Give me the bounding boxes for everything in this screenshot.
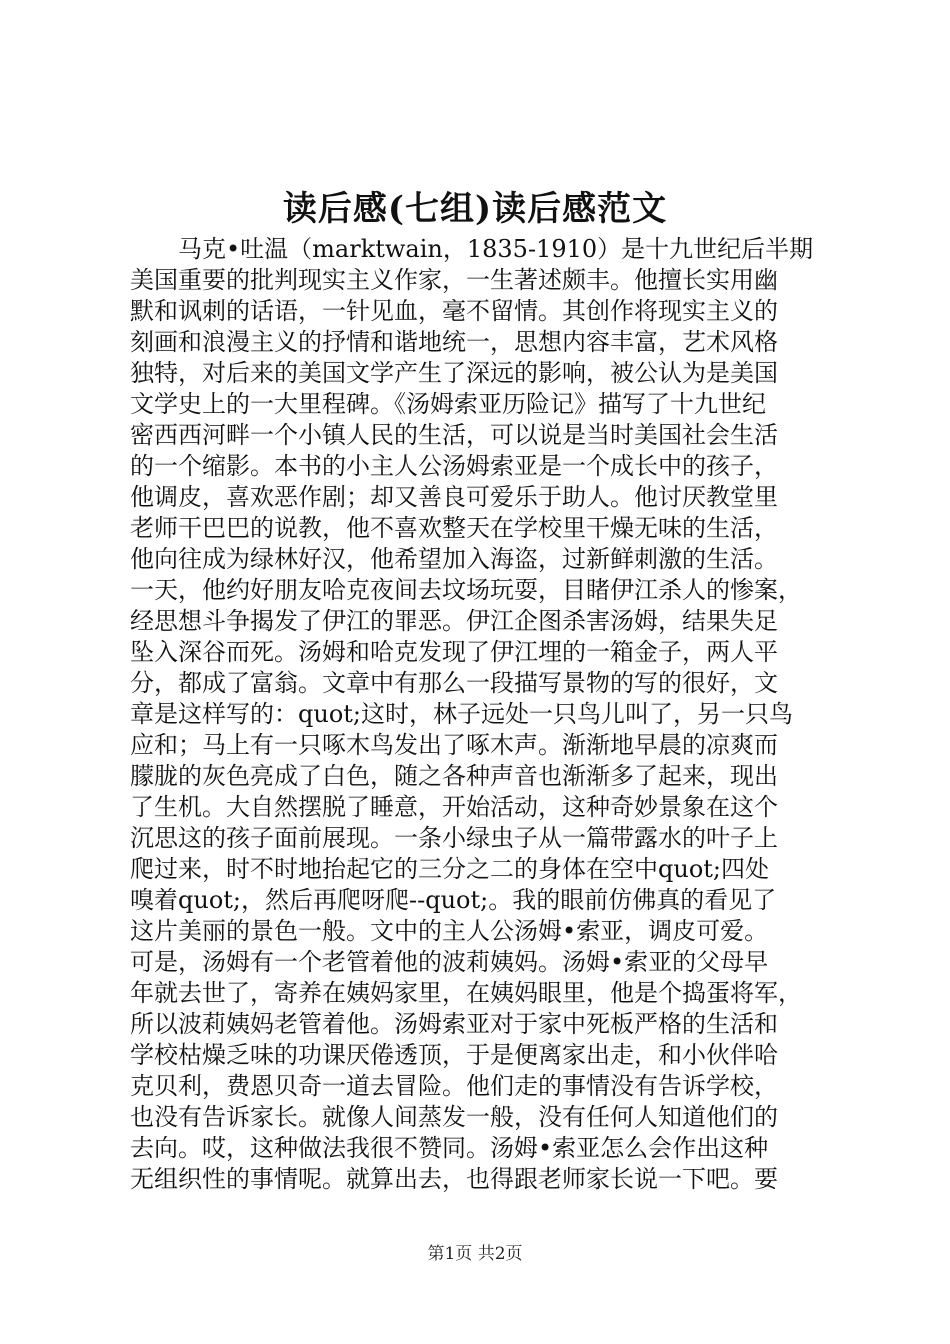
body-line: 章是这样写的：quot;这时，林子远处一只鸟儿叫了，另一只鸟 <box>130 700 793 728</box>
body-line: 文学史上的一大里程碑。《汤姆索亚历险记》描写了十九世纪 <box>130 390 766 418</box>
body-line: 克贝利，费恩贝奇一道去冒险。他们走的事情没有告诉学校， <box>130 1072 778 1100</box>
body-line: 了生机。大自然摆脱了睡意，开始活动，这种奇妙景象在这个 <box>130 793 778 821</box>
body-line: 的一个缩影。本书的小主人公汤姆索亚是一个成长中的孩子， <box>130 452 778 480</box>
body-line: 年就去世了，寄养在姨妈家里，在姨妈眼里，他是个捣蛋将军， <box>130 979 802 1007</box>
body-line: 去向。哎，这种做法我很不赞同。汤姆•索亚怎么会作出这种 <box>130 1134 769 1162</box>
body-line: 密西西河畔一个小镇人民的生活，可以说是当时美国社会生活 <box>130 421 778 449</box>
body-line: 他调皮，喜欢恶作剧；却又善良可爱乐于助人。他讨厌教堂里 <box>130 483 778 511</box>
body-line: 独特，对后来的美国文学产生了深远的影响，被公认为是美国 <box>130 359 778 387</box>
body-line: 刻画和浪漫主义的抒情和谐地统一，思想内容丰富，艺术风格 <box>130 328 778 356</box>
body-line: 坠入深谷而死。汤姆和哈克发现了伊江埋的一箱金子，两人平 <box>130 638 778 666</box>
body-line: 经思想斗争揭发了伊江的罪恶。伊江企图杀害汤姆，结果失足 <box>130 607 778 635</box>
body-line: 马克•吐温（marktwain，1835-1910）是十九世纪后半期 <box>178 235 814 263</box>
body-line: 分，都成了富翁。文章中有那么一段描写景物的写的很好，文 <box>130 669 778 697</box>
body-line: 默和讽刺的话语，一针见血，毫不留情。其创作将现实主义的 <box>130 297 778 325</box>
body-line: 也没有告诉家长。就像人间蒸发一般，没有任何人知道他们的 <box>130 1103 778 1131</box>
body-line: 应和；马上有一只啄木鸟发出了啄木声。渐渐地早晨的凉爽而 <box>130 731 778 759</box>
body-line: 朦胧的灰色亮成了白色，随之各种声音也渐渐多了起来，现出 <box>130 762 778 790</box>
body-line: 老师干巴巴的说教，他不喜欢整天在学校里干燥无味的生活， <box>130 514 778 542</box>
body-line: 这片美丽的景色一般。文中的主人公汤姆•索亚，调皮可爱。 <box>130 917 769 945</box>
body-line: 他向往成为绿林好汉，他希望加入海盗，过新鲜刺激的生活。 <box>130 545 778 573</box>
body-line: 美国重要的批判现实主义作家，一生著述颇丰。他擅长实用幽 <box>130 266 778 294</box>
body-line: 爬过来，时不时地抬起它的三分之二的身体在空中quot;四处 <box>130 855 769 883</box>
body-line: 所以波莉姨妈老管着他。汤姆索亚对于家中死板严格的生活和 <box>130 1010 778 1038</box>
body-line: 无组织性的事情呢。就算出去，也得跟老师家长说一下吧。要 <box>130 1165 778 1193</box>
document-body <box>130 234 830 1195</box>
body-line: 可是，汤姆有一个老管着他的波莉姨妈。汤姆•索亚的父母早 <box>130 948 769 976</box>
document-title: 读后感(七组)读后感范文 <box>282 189 668 229</box>
body-line: 一天，他约好朋友哈克夜间去坟场玩耍，目睹伊江杀人的惨案， <box>130 576 802 604</box>
body-line: 学校枯燥乏味的功课厌倦透顶，于是便离家出走，和小伙伴哈 <box>130 1041 778 1069</box>
page-number: 第1页 共2页 <box>427 1244 523 1264</box>
body-line: 嗅着quot;，然后再爬呀爬--quot;。我的眼前仿佛真的看见了 <box>130 886 777 914</box>
body-line: 沉思这的孩子面前展现。一条小绿虫子从一篇带露水的叶子上 <box>130 824 778 852</box>
